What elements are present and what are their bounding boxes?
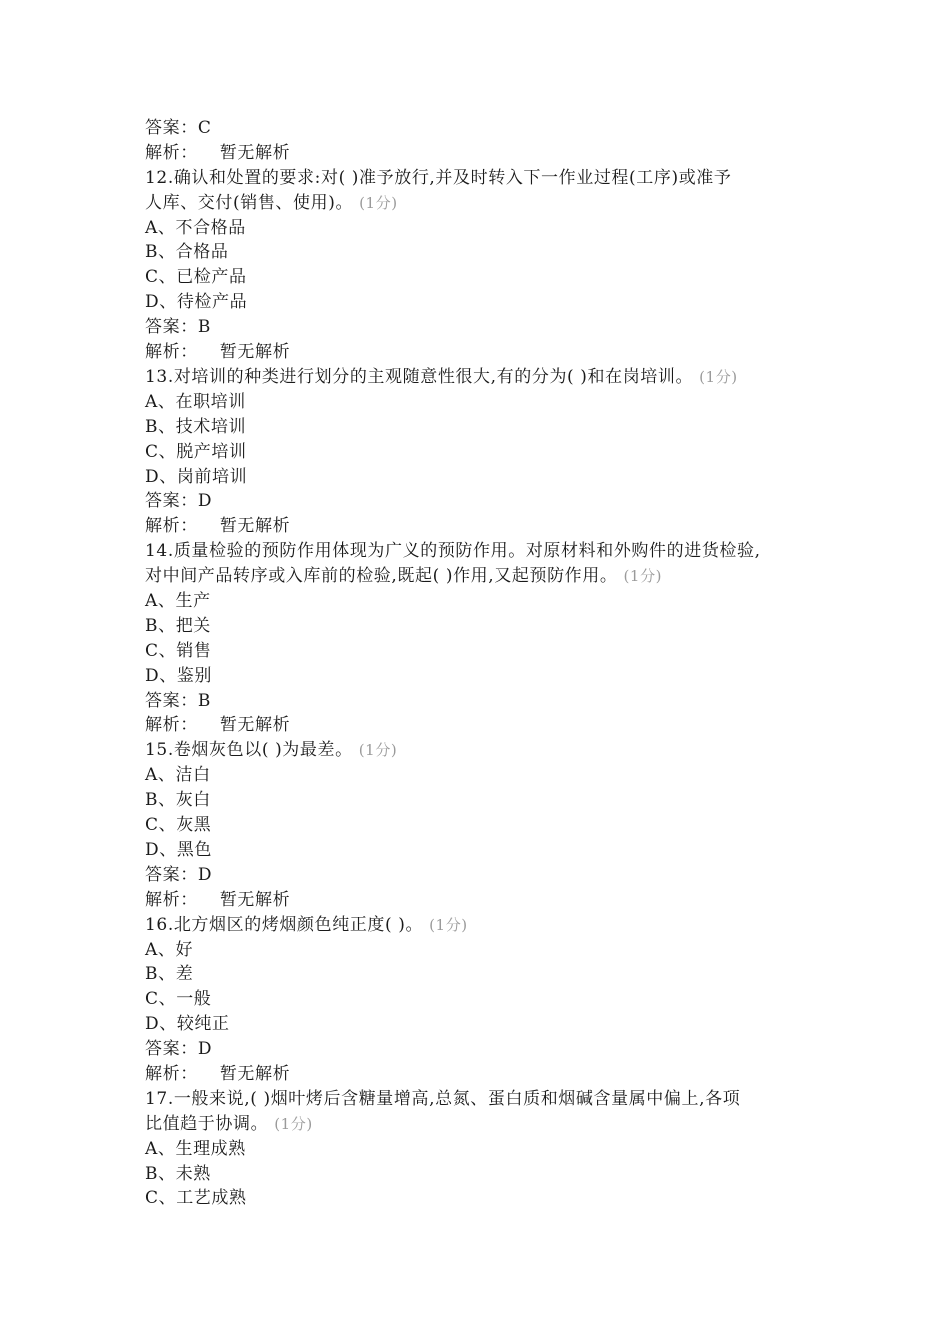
answer-line — [145, 489, 825, 514]
answer-label: 答案： — [145, 317, 198, 338]
question-line: 15.卷烟灰色以( )为最差。 (1分) — [145, 740, 398, 761]
question-block — [145, 539, 825, 738]
option-a: A、生理成熟 — [145, 1138, 246, 1159]
question-block — [145, 913, 825, 1087]
option-b: B、灰白 — [145, 790, 211, 811]
answer-value: D — [197, 491, 213, 512]
option-c: C、工艺成熟 — [145, 1188, 247, 1209]
question-block — [145, 1087, 825, 1211]
option-d: D、待检产品 — [145, 292, 248, 313]
question-line: 比值趋于协调。 (1分) — [145, 1113, 313, 1134]
answer-label: 答案： — [145, 864, 198, 885]
answer-line — [145, 1037, 825, 1062]
question-score: (1分) — [699, 367, 738, 386]
question-line: 14.质量检验的预防作用体现为广义的预防作用。对原材料和外购件的进货检验, — [145, 541, 761, 562]
question-block — [145, 365, 825, 539]
analysis-label: 解析： — [145, 142, 198, 163]
analysis-label: 解析： — [145, 342, 198, 363]
option-b: B、把关 — [145, 615, 211, 636]
answer-value: D — [197, 1039, 213, 1060]
question-list — [145, 116, 825, 1211]
option-d: D、黑色 — [145, 839, 213, 860]
answer-value: D — [197, 864, 213, 885]
option-b: B、未熟 — [145, 1163, 211, 1184]
question-block — [145, 738, 825, 912]
question-line: 12.确认和处置的要求:对( )准予放行,并及时转入下一作业过程(工序)或准予 — [145, 167, 732, 188]
analysis-value: 暂无解析 — [219, 342, 291, 363]
analysis-line — [145, 340, 825, 365]
option-a: A、洁白 — [145, 765, 211, 786]
question-line: 人库、交付(销售、使用)。 (1分) — [145, 192, 398, 213]
question-block — [145, 166, 825, 365]
analysis-label: 解析： — [145, 516, 198, 537]
option-b: B、技术培训 — [145, 416, 247, 437]
analysis-label: 解析： — [145, 1063, 198, 1084]
option-d: D、较纯正 — [145, 1014, 230, 1035]
answer-line — [145, 689, 825, 714]
question-score: (1分) — [359, 193, 398, 212]
analysis-label: 解析： — [145, 889, 198, 910]
analysis-line — [145, 713, 825, 738]
question-score: (1分) — [429, 915, 468, 934]
answer-line — [145, 116, 825, 141]
option-b: B、差 — [145, 964, 194, 985]
question-line: 对中间产品转序或入库前的检验,既起( )作用,又起预防作用。 (1分) — [145, 566, 663, 587]
question-score: (1分) — [358, 741, 398, 760]
option-b: B、合格品 — [145, 242, 229, 263]
answer-label: 答案： — [145, 118, 198, 138]
answer-value: B — [197, 690, 211, 711]
analysis-line — [145, 141, 825, 166]
question-score: (1分) — [274, 1114, 313, 1133]
option-d: D、岗前培训 — [145, 466, 248, 487]
analysis-line — [145, 514, 825, 539]
option-c: C、一般 — [145, 989, 212, 1010]
analysis-label: 解析： — [145, 715, 198, 736]
option-a: A、不合格品 — [145, 217, 246, 238]
analysis-value: 暂无解析 — [219, 889, 291, 910]
option-c: C、已检产品 — [145, 267, 247, 288]
analysis-value: 暂无解析 — [219, 516, 291, 537]
option-a: A、在职培训 — [145, 391, 246, 412]
answer-value: B — [197, 317, 211, 338]
option-c: C、脱产培训 — [145, 441, 247, 462]
answer-value: C — [197, 118, 212, 138]
answer-label: 答案： — [145, 1039, 198, 1060]
question-line: 17.一般来说,( )烟叶烤后含糖量增高,总氮、蛋白质和烟碱含量属中偏上,各项 — [145, 1088, 741, 1109]
option-a: A、好 — [145, 939, 194, 960]
option-c: C、销售 — [145, 640, 212, 661]
answer-line — [145, 315, 825, 340]
question-score: (1分) — [623, 567, 663, 586]
answer-label: 答案： — [145, 690, 198, 711]
question-line: 13.对培训的种类进行划分的主观随意性很大,有的分为( )和在岗培训。 (1分) — [145, 366, 738, 387]
option-c: C、灰黑 — [145, 815, 212, 836]
question-line: 16.北方烟区的烤烟颜色纯正度( )。 (1分) — [145, 914, 468, 935]
answer-line — [145, 863, 825, 888]
option-d: D、鉴别 — [145, 665, 213, 686]
analysis-value: 暂无解析 — [219, 142, 291, 163]
analysis-value: 暂无解析 — [219, 715, 291, 736]
analysis-value: 暂无解析 — [219, 1063, 291, 1084]
analysis-line — [145, 1062, 825, 1087]
analysis-line — [145, 888, 825, 913]
option-a: A、生产 — [145, 591, 211, 611]
answer-label: 答案： — [145, 491, 198, 512]
